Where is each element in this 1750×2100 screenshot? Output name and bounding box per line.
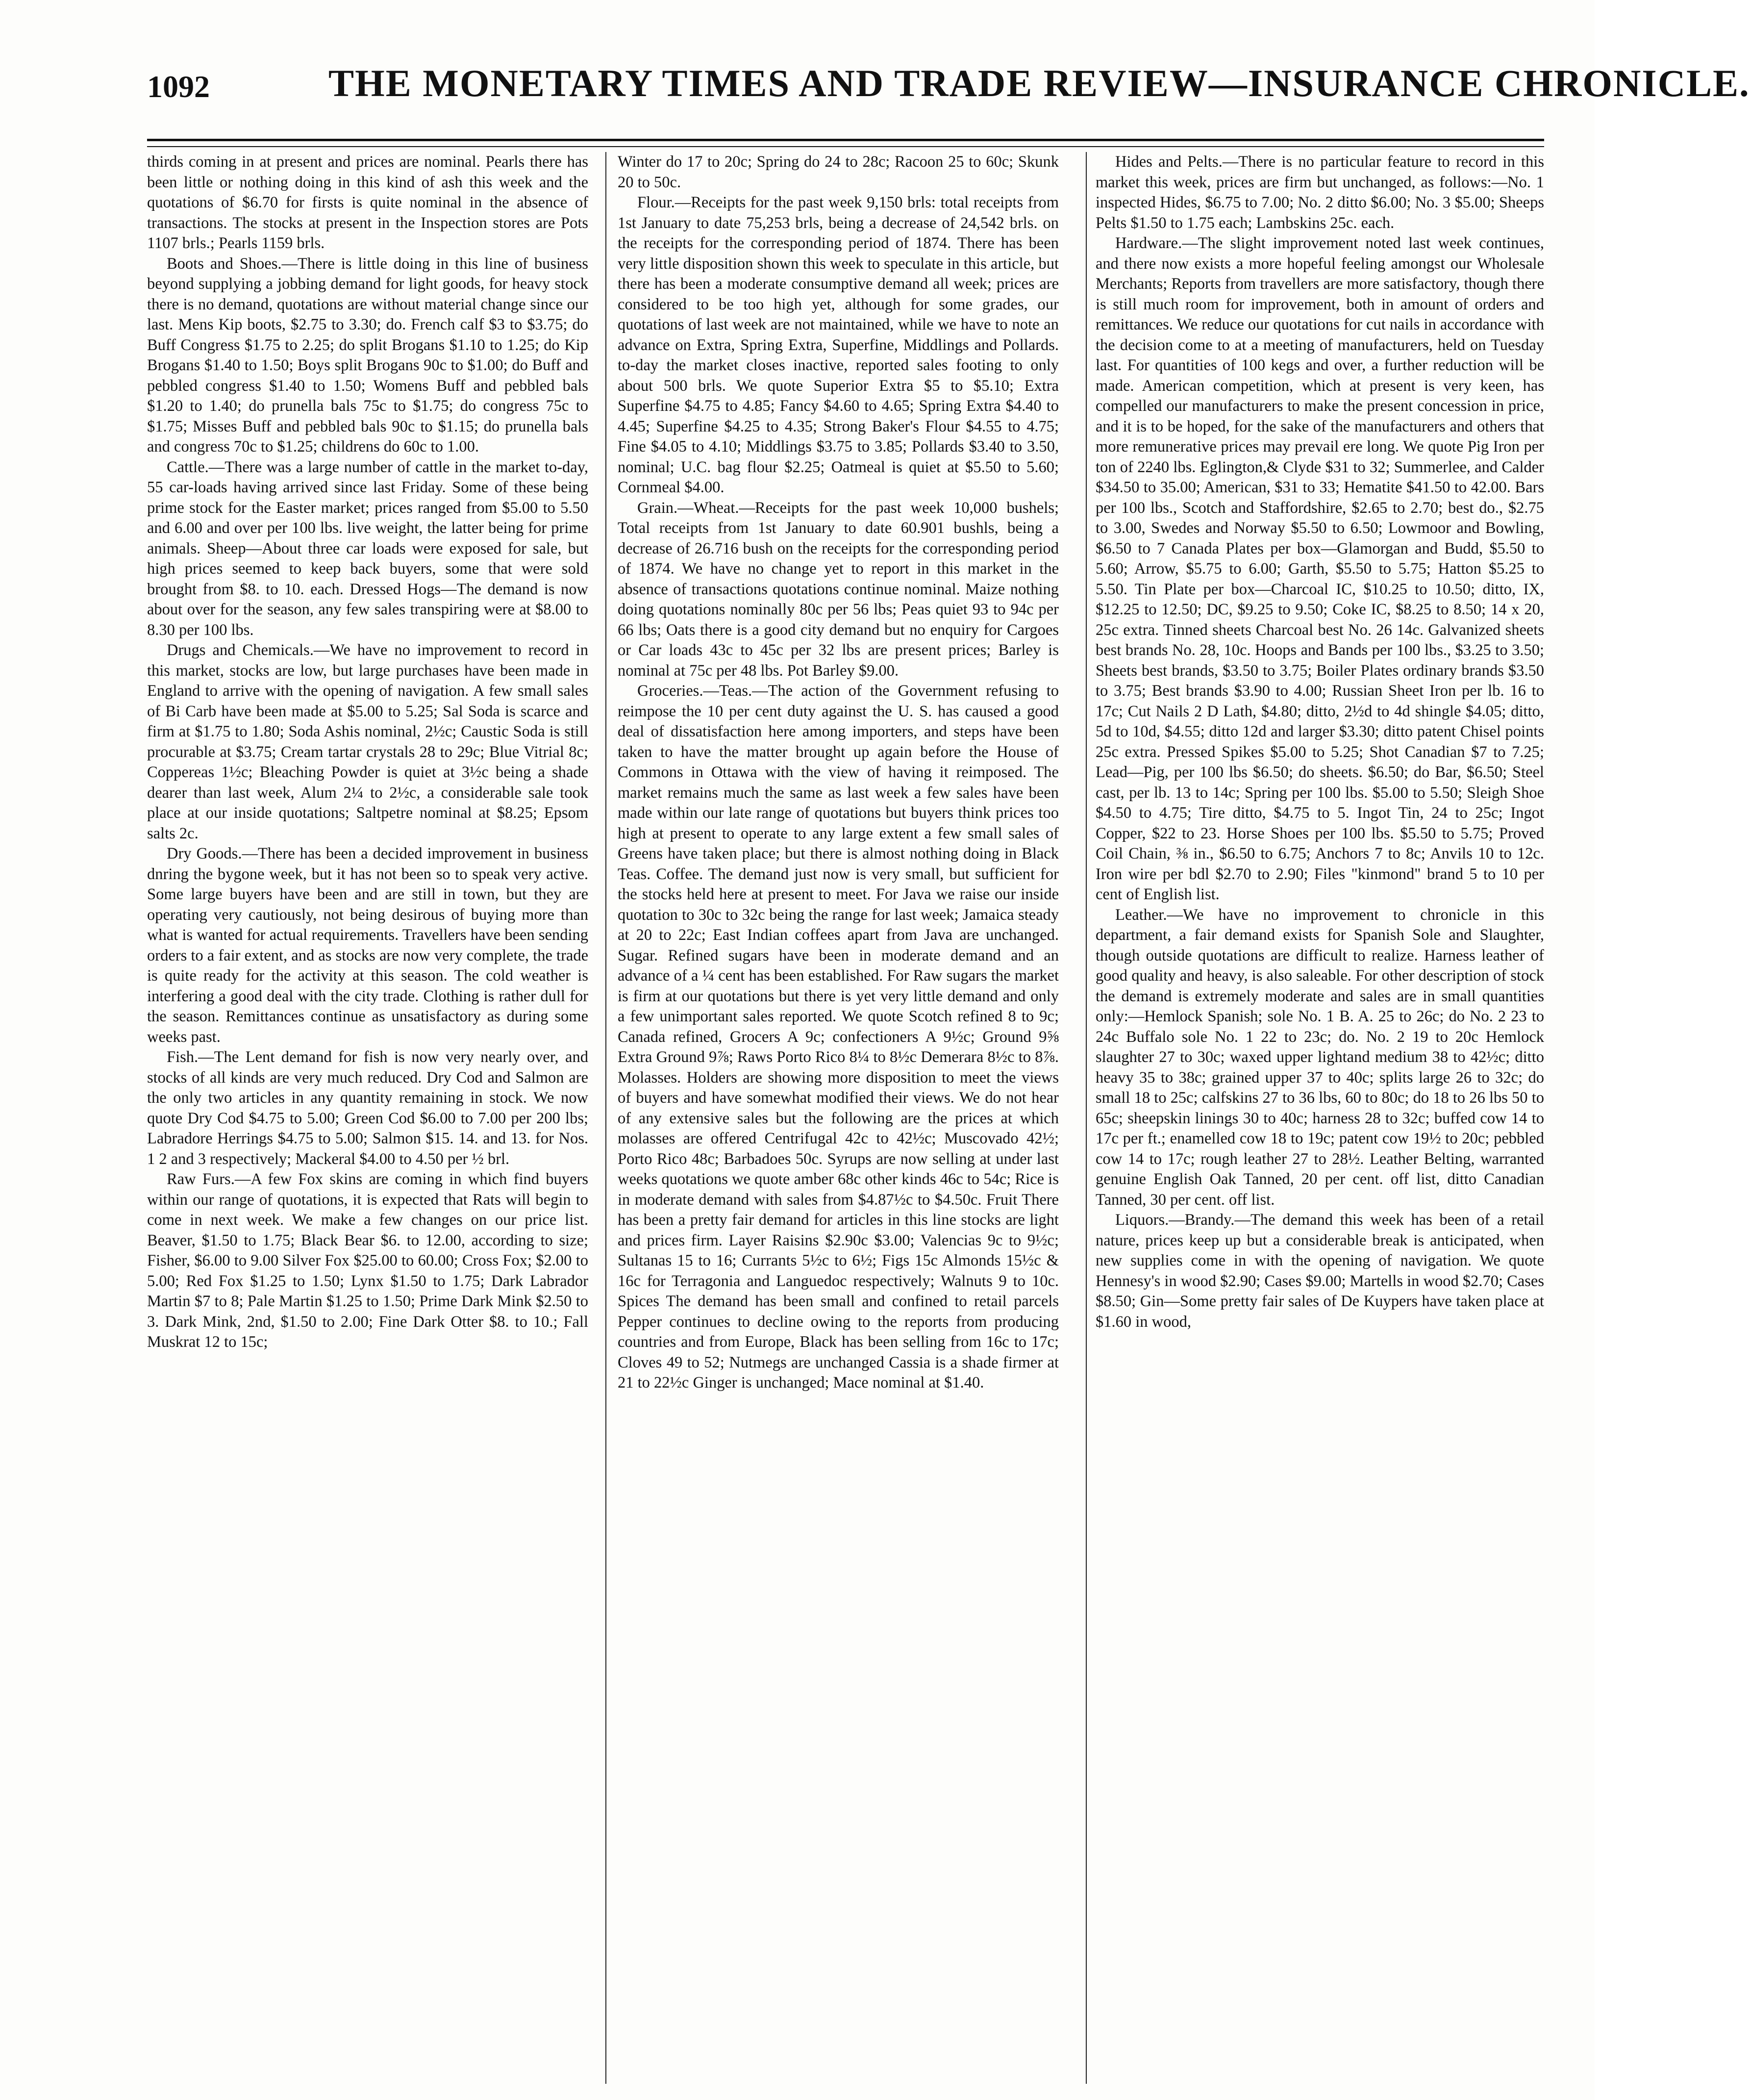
- paragraph-raw-furs: Raw Furs.—A few Fox skins are coming in which find buyers within our range of quotations, it is expected that Rats will begin to come in next week. We make a few changes on our price list. Beaver, $1.50 to 1.75; Black Bear $6. to 12.00, according to size; Fisher, $6.00 to 9.00 Silver Fox $25.00 to 60.00; Cross Fox; $2.00 to 5.00; Red Fox $1.25 to 1.50; Lynx $1.50 to 1.75; Dark Labrador Martin $7 to 8; Pale Martin $1.25 to 1.50; Prime Dark Mink $2.50 to 3. Dark Mink, 2nd, $1.50 to 2.00; Fine Dark Otter $8. to 10.; Fall Muskrat 12 to 15c;: [147, 1170, 588, 1351]
- page-header: [147, 59, 1750, 127]
- paragraph-drugs-and-chemicals: Drugs and Chemicals.—We have no improvement to record in this market, stocks are low, but large purchases have been made in England to arrive with the opening of navigation. A few small sales of Bi Carb have been made at $5.00 to 5.25; Sal Soda is scarce and firm at $1.75 to 1.80; Soda Ashis nominal, 2½c; Caustic Soda is still procurable at $3.75; Cream tartar crystals 28 to 29c; Blue Vitrial 8c; Coppereas 1½c; Bleaching Powder is quiet at 3½c being a shade dearer than last week, Alum 2¼ to 2½c, a considerable sale took place at our inside quotations; Saltpetre nominal at $8.25; Epsom salts 2c.: [147, 641, 588, 842]
- paragraph-cattle: Cattle.—There was a large number of cattle in the market to-day, 55 car-loads having arrived since last Friday. Some of these being prime stock for the Easter market; prices ranged from $5.00 to 5.50 and 6.00 and over per 100 lbs. live weight, the latter being for prime animals. Sheep—About three car loads were exposed for sale, but high prices seemed to keep back buyers, some that were sold brought from $8. to 10. each. Dressed Hogs—The demand is now about over for the season, any few sales transpiring were at $8.00 to 8.30 per 100 lbs.: [147, 458, 588, 639]
- page-number: 1092: [147, 69, 210, 104]
- paragraph-flour: Flour.—Receipts for the past week 9,150 brls: total receipts from 1st January to date 75,253 brls, being a decrease of 24,542 brls. on the receipts for the corresponding period of 1874. There has been very little disposition shown this week to speculate in this article, but there has been a moderate consumptive demand all week; prices are considered to be too high yet, although for some grades, our quotations of last week are not maintained, while we have to note an advance on Extra, Spring Extra, Superfine, Middlings and Pollards. to-day the market closes inactive, reported sales footing to only about 500 brls. We quote Superior Extra $5 to $5.10; Extra Superfine $4.75 to 4.85; Fancy $4.60 to 4.65; Spring Extra $4.40 to 4.45; Superfine $4.25 to 4.35; Strong Baker's Flour $4.55 to 4.75; Fine $4.05 to 4.10; Middlings $3.75 to 3.85; Pollards $3.40 to 3.50, nominal; U.C. bag flour $2.25; Oatmeal is quiet at $5.50 to 5.60; Cornmeal $4.00.: [618, 194, 1059, 496]
- column-left: [147, 152, 588, 2084]
- article-columns: [147, 152, 1544, 2084]
- paragraph: thirds coming in at present and prices are nominal. Pearls there has been little or nothing doing in this kind of ash this week and the quotations of $6.70 for firsts is quite nominal in the absence of transactions. The stocks at present in the Inspection stores are Pots 1107 brls.; Pearls 1159 brls.: [147, 153, 588, 252]
- column-middle: [618, 152, 1059, 2084]
- paragraph-dry-goods: Dry Goods.—There has been a decided improvement in business dnring the bygone week, but it has not been so to speak very active. Some large buyers have been and are still in town, but they are operating very cautiously, not being desirous of buying more than what is wanted for actual requirements. Travellers have been sending orders to a fair extent, and as stocks are now very complete, the trade is quite ready for the activity at this season. The cold weather is interfering a good deal with the city trade. Clothing is rather dull for the season. Remittances continue as unsatisfactory as during some weeks past.: [147, 845, 588, 1046]
- paragraph-liquors: Liquors.—Brandy.—The demand this week has been of a retail nature, prices keep up but a considerable break is anticipated, when new supplies come in with the opening of navigation. We quote Hennesy's in wood $2.90; Cases $9.00; Martells in wood $2.70; Cases $8.50; Gin—Some pretty fair sales of De Kuypers have taken place at $1.60 in wood,: [1096, 1211, 1544, 1331]
- paragraph: Winter do 17 to 20c; Spring do 24 to 28c; Racoon 25 to 60c; Skunk 20 to 50c.: [618, 153, 1059, 191]
- paragraph-leather: Leather.—We have no improvement to chronicle in this department, a fair demand exists for Spanish Sole and Slaughter, though outside quotations are difficult to realize. Harness leather of good quality and heavy, is also saleable. For other description of stock the demand is extremely moderate and sales are in small quantities only:—Hemlock Spanish; sole No. 1 B. A. 25 to 26c; do No. 2 23 to 24c Buffalo sole No. 1 22 to 23c; do. No. 2 19 to 20c Hemlock slaughter 27 to 30c; waxed upper lightand medium 38 to 42½c; ditto heavy 35 to 38c; grained upper 37 to 40c; splits large 26 to 32c; do small 18 to 25c; calfskins 27 to 36 lbs, 60 to 80c; do 18 to 26 lbs 50 to 65c; sheepskin linings 30 to 40c; harness 28 to 32c; buffed cow 14 to 17c per ft.; enamelled cow 18 to 19c; patent cow 19½ to 20c; pebbled cow 14 to 17c; rough leather 27 to 28½. Leather Belting, warranted genuine English Oak Tanned, 20 per cent. off list, ditto Canadian Tanned, 30 per cent. off list.: [1096, 906, 1544, 1209]
- column-right: [1096, 152, 1544, 2084]
- paragraph-hides-and-pelts: Hides and Pelts.—There is no particular feature to record in this market this week, prices are firm but unchanged, as follows:—No. 1 inspected Hides, $6.75 to 7.00; No. 2 ditto $6.00; No. 3 $5.00; Sheeps Pelts $1.50 to 1.75 each; Lambskins 25c. each.: [1096, 153, 1544, 232]
- header-rule-thin: [147, 146, 1544, 147]
- paragraph-grain: Grain.—Wheat.—Receipts for the past week 10,000 bushels; Total receipts from 1st January to date 60.901 bushls, being a decrease of 26.716 bush on the receipts for the corresponding period of 1874. We have no change yet to report in this market in the absence of transactions quotations continue nominal. Maize nothing doing quotations nominally 80c per 56 lbs; Peas quiet 93 to 94c per 66 lbs; Oats there is a good city demand but no enquiry for Cargoes or Car loads 43c to 45c per 32 lbs are present prices; Barley is nominal at 75c per 48 lbs. Pot Barley $9.00.: [618, 499, 1059, 680]
- paragraph-boots-and-shoes: Boots and Shoes.—There is little doing in this line of business beyond supplying a jobbing demand for light goods, for heavy stock there is no demand, quotations are without material change since our last. Mens Kip boots, $2.75 to 3.30; do. French calf $3 to $3.75; do Buff Congress $1.75 to 2.25; do split Brogans $1.10 to 1.25; do Kip Brogans $1.40 to 1.50; Boys split Brogans 90c to $1.00; do Buff and pebbled congress $1.40 to 1.50; Womens Buff and pebbled bals $1.20 to 1.40; do prunella bals 75c to $1.75; do congress 75c to $1.75; Misses Buff and pebbled bals 90c to $1.15; do prunella bals and congress 70c to $1.25; childrens do 60c to 1.00.: [147, 254, 588, 455]
- masthead-title: THE MONETARY TIMES AND TRADE REVIEW—INSURANCE CHRONICLE.: [328, 62, 1750, 104]
- paragraph-fish: Fish.—The Lent demand for fish is now very nearly over, and stocks of all kinds are very much reduced. Dry Cod and Salmon are the only two articles in any quantity remaining in stock. We now quote Dry Cod $4.75 to 5.00; Green Cod $6.00 to 7.00 per 200 lbs; Labradore Herrings $4.75 to 5.00; Salmon $15. 14. and 13. for Nos. 1 2 and 3 respectively; Mackeral $4.00 to 4.50 per ½ brl.: [147, 1048, 588, 1168]
- paragraph-groceries: Groceries.—Teas.—The action of the Government refusing to reimpose the 10 per cent duty against the U. S. has caused a good deal of dissatisfaction here among importers, and steps have been taken to have the matter brought up again before the House of Commons in Ottawa with the view of having it reimposed. The market remains much the same as last week a few sales have been made within our late range of quotations but buyers think prices too high at present to operate to any large extent a few small sales of Greens have taken place; but there is almost nothing doing in Black Teas. Coffee. The demand just now is very small, but sufficient for the stocks held here at present to meet. For Java we raise our inside quotation to 30c to 32c being the range for last week; Jamaica steady at 20 to 22c; East Indian coffees apart from Java are unchanged. Sugar. Refined sugars have been in moderate demand and an advance of a ¼ cent has been established. For Raw sugars the market is firm at our quotations but there is yet very little demand and only a few unimportant sales reported. We quote Scotch refined 8 to 9c; Canada refined, Grocers A 9c; confectioners A 9½c; Ground 9⅝ Extra Ground 9⅞; Raws Porto Rico 8¼ to 8½c Demerara 8½c to 8⅞. Molasses. Holders are showing more disposition to meet the views of buyers and have somewhat modified their views. We do not hear of any extensive sales but the following are the prices at which molasses are offered Centrifugal 42c to 42½c; Muscovado 42½; Porto Rico 48c; Barbadoes 50c. Syrups are now selling at under last weeks quotations we quote amber 68c other kinds 46c to 54c; Rice is in moderate demand with sales from $4.87½c to $4.50c. Fruit There has been a pretty fair demand for articles in this line stocks are light and prices firm. Layer Raisins $2.90c $3.00; Valencias 9c to 9½c; Sultanas 15 to 16; Currants 5½c to 6½; Figs 15c Almonds 15½c & 16c for Terragonia and Languedoc respectively; Walnuts 9 to 10c. Spices The demand has been small and confined to retail parcels Pepper continues to decline owing to the reports from producing countries and from Europe, Black has been selling from 16c to 17c; Cloves 49 to 52; Nutmegs are unchanged Cassia is a shade firmer at 21 to 22½c Ginger is unchanged; Mace nominal at $1.40.: [618, 682, 1059, 1392]
- paragraph-hardware: Hardware.—The slight improvement noted last week continues, and there now exists a more hopeful feeling amongst our Wholesale Merchants; Reports from travellers are more satisfactory, though there is still much room for improvement, both in amount of orders and remittances. We reduce our quotations for cut nails in accordance with the decision come to at a meeting of manufacturers, held on Tuesday last. For quantities of 100 kegs and over, a further reduction will be made. American competition, which at present is very keen, has compelled our manufacturers to make the present concession in price, and it is to be hoped, for the sake of the manufacturers and others that more remunerative prices may prevail ere long. We quote Pig Iron per ton of 2240 lbs. Eglington,& Clyde $31 to 32; Summerlee, and Calder $34.50 to 35.00; American, $31 to 33; Hematite $41.50 to 42.00. Bars per 100 lbs., Scotch and Staffordshire, $2.65 to 2.70; best do., $2.75 to 3.00, Swedes and Norway $5.50 to 6.50; Lowmoor and Bowling, $6.50 to 7 Canada Plates per box—Glamorgan and Budd, $5.50 to 5.60; Arrow, $5.75 to 6.00; Garth, $5.50 to 5.75; Hatton $5.25 to 5.50. Tin Plate per box—Charcoal IC, $10.25 to 10.50; ditto, IX, $12.25 to 12.50; DC, $9.25 to 9.50; Coke IC, $8.25 to 8.50; 14 x 20, 25c extra. Tinned sheets Charcoal best No. 26 14c. Galvanized sheets best brands No. 28, 10c. Hoops and Bands per 100 lbs., $3.25 to 3.50; Sheets best brands, $3.50 to 3.75; Boiler Plates ordinary brands $3.50 to 3.75; Best brands $3.90 to 4.00; Russian Sheet Iron per lb. 16 to 17c; Cut Nails 2 D Lath, $4.80; ditto, 2½d to 4d shingle $4.05; ditto, 5d to 10d, $4.55; ditto 12d and larger $3.30; ditto patent Chisel points 25c extra. Pressed Spikes $5.00 to 5.25; Shot Canadian $7 to 7.25; Lead—Pig, per 100 lbs $6.50; do sheets. $6.50; do Bar, $6.50; Steel cast, per lb. 13 to 14c; Spring per 100 lbs. $5.00 to 5.50; Sleigh Shoe $4.50 to 4.75; Tire ditto, $4.75 to 5. Ingot Tin, 24 to 25c; Ingot Copper, $22 to 23. Horse Shoes per 100 lbs. $5.50 to 5.75; Proved Coil Chain, ⅜ in., $6.50 to 6.75; Anchors 7 to 8c; Anvils 10 to 12c. Iron wire per bdl $2.70 to 2.90; Files "kinmond" brand 5 to 10 per cent of English list.: [1096, 234, 1544, 903]
- header-rule-thick: [147, 139, 1544, 141]
